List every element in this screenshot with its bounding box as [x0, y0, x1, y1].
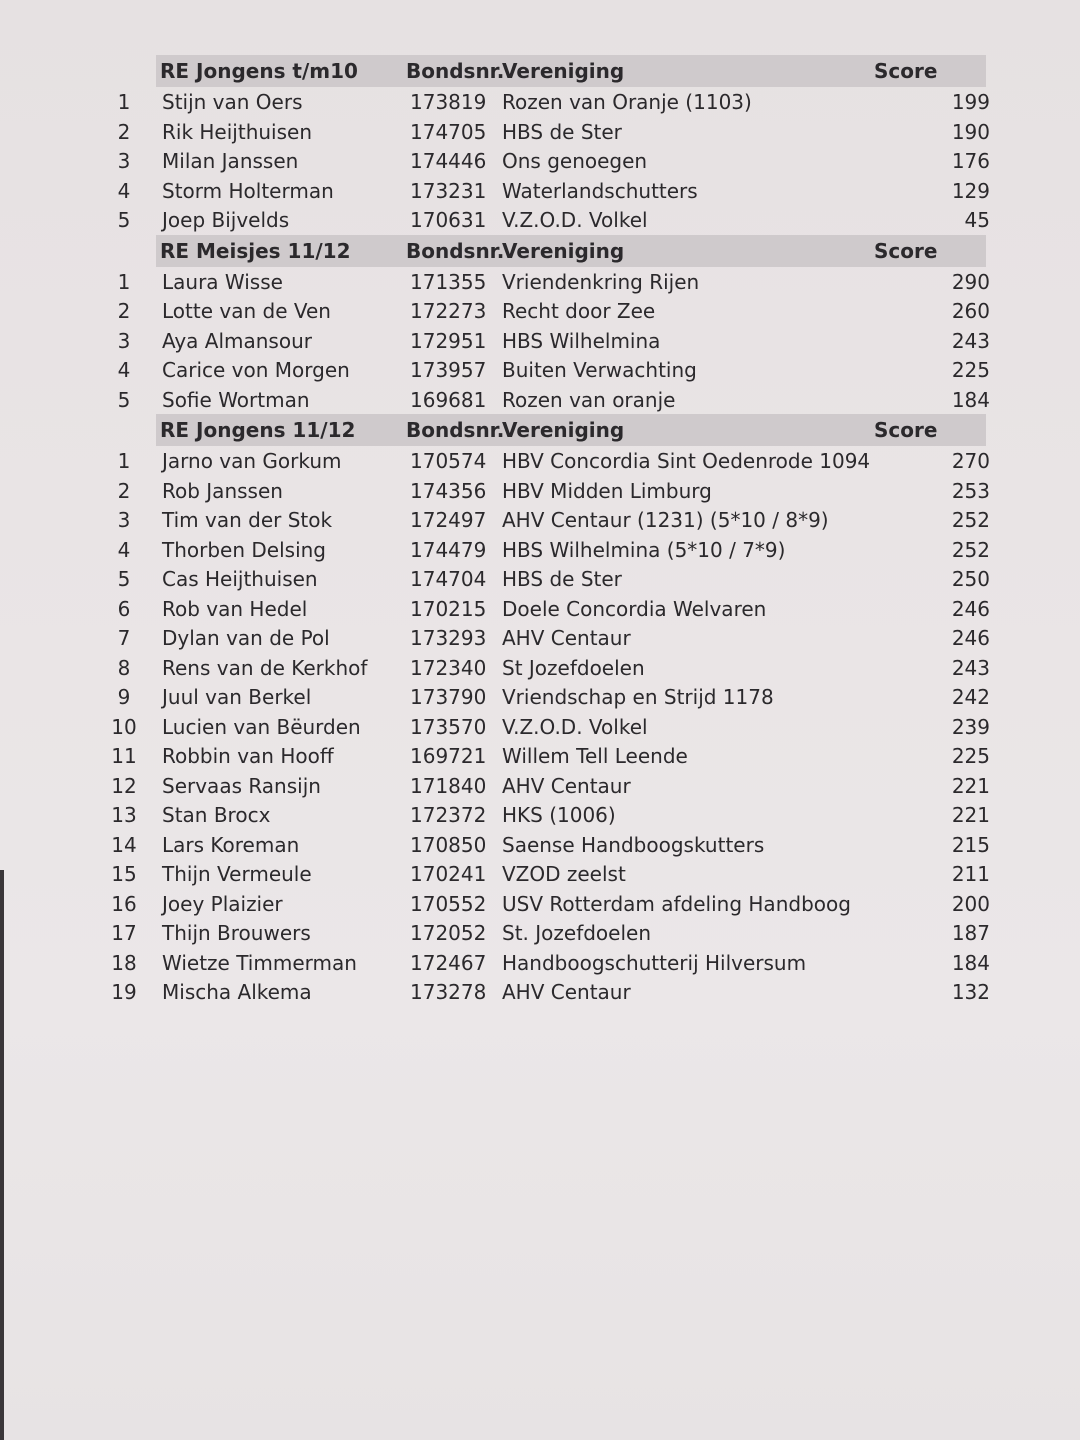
score-cell: 221 — [951, 773, 990, 798]
score-cell: 221 — [951, 803, 990, 827]
rank-cell: 15 — [111, 862, 137, 886]
results-sheet — [100, 55, 1000, 1007]
vereniging-cell: Rozen van Oranje (1103) — [502, 90, 752, 114]
rank-cell: 3 — [117, 508, 131, 532]
column-header-vereniging: Vereniging — [502, 418, 625, 442]
table-row — [100, 623, 1000, 653]
rank-cell: 5 — [117, 387, 131, 412]
name-cell: Stan Brocx — [162, 803, 271, 827]
vereniging-cell: Doele Concordia Welvaren — [502, 596, 767, 621]
table-row — [100, 205, 1000, 235]
rank-cell: 8 — [117, 655, 131, 680]
rank-cell: 10 — [111, 714, 137, 739]
score-cell: 132 — [951, 980, 990, 1004]
score-cell: 252 — [951, 508, 990, 532]
bondsnr-cell: 173570 — [410, 714, 487, 739]
bondsnr-cell: 170552 — [410, 891, 487, 916]
score-cell: 242 — [951, 685, 990, 709]
vereniging-cell: AHV Centaur (1231) (5*10 / 8*9) — [502, 508, 829, 532]
name-cell: Rob van Hedel — [162, 596, 308, 621]
score-cell: 239 — [951, 714, 990, 739]
rank-cell: 4 — [117, 537, 131, 562]
score-cell: 176 — [951, 149, 990, 173]
bondsnr-cell: 169681 — [410, 387, 487, 412]
table-row — [100, 977, 1000, 1007]
score-cell: 225 — [951, 358, 990, 382]
table-row — [100, 889, 1000, 919]
rank-cell: 4 — [117, 358, 131, 382]
name-cell: Jarno van Gorkum — [162, 449, 342, 473]
name-cell: Laura Wisse — [162, 269, 283, 294]
column-header-vereniging: Vereniging — [502, 238, 625, 263]
name-cell: Rob Janssen — [162, 478, 283, 503]
score-cell: 190 — [951, 119, 990, 144]
name-cell: Thijn Vermeule — [162, 862, 312, 886]
bondsnr-cell: 172497 — [410, 508, 487, 532]
rank-cell: 19 — [111, 980, 137, 1004]
score-cell: 184 — [951, 387, 990, 412]
bondsnr-cell: 173293 — [410, 626, 487, 650]
score-cell: 246 — [951, 596, 990, 621]
bondsnr-cell: 174479 — [410, 537, 487, 562]
vereniging-cell: HBV Midden Limburg — [502, 478, 712, 503]
rank-cell: 9 — [117, 685, 131, 709]
table-row — [100, 385, 1000, 415]
vereniging-cell: Rozen van oranje — [502, 387, 676, 412]
table-row — [100, 712, 1000, 742]
bondsnr-cell: 170215 — [410, 596, 487, 621]
table-row — [100, 594, 1000, 624]
name-cell: Robbin van Hooff — [162, 744, 334, 768]
table-row — [100, 296, 1000, 326]
vereniging-cell: Recht door Zee — [502, 299, 656, 323]
rank-cell: 3 — [117, 149, 131, 173]
score-cell: 243 — [951, 328, 990, 353]
name-cell: Mischa Alkema — [162, 980, 312, 1004]
rank-cell: 7 — [117, 626, 131, 650]
vereniging-cell: AHV Centaur — [502, 626, 631, 650]
bondsnr-cell: 173957 — [410, 358, 487, 382]
table-row — [100, 948, 1000, 978]
table-row — [100, 117, 1000, 147]
column-header-bondsnr: Bondsnr. — [406, 59, 505, 83]
rank-cell: 5 — [117, 208, 131, 232]
name-cell: Juul van Berkel — [162, 685, 312, 709]
bondsnr-cell: 173790 — [410, 685, 487, 709]
vereniging-cell: HBS Wilhelmina — [502, 328, 661, 353]
bondsnr-cell: 174446 — [410, 149, 487, 173]
vereniging-cell: Saense Handboogskutters — [502, 832, 765, 857]
column-header-score: Score — [874, 59, 938, 83]
name-cell: Lucien van Bëurden — [162, 714, 361, 739]
score-cell: 187 — [951, 921, 990, 945]
bondsnr-cell: 170241 — [410, 862, 487, 886]
column-header-score: Score — [874, 238, 938, 263]
score-cell: 252 — [951, 537, 990, 562]
vereniging-cell: Ons genoegen — [502, 149, 648, 173]
bondsnr-cell: 172467 — [410, 950, 487, 975]
column-header-score: Score — [874, 418, 938, 442]
results-section — [100, 414, 1000, 1007]
table-row — [100, 505, 1000, 535]
table-row — [100, 176, 1000, 206]
bondsnr-cell: 173819 — [410, 90, 487, 114]
section-title: RE Meisjes 11/12 — [160, 238, 351, 263]
name-cell: Joep Bijvelds — [162, 208, 290, 232]
name-cell: Joey Plaizier — [162, 891, 283, 916]
rank-cell: 5 — [117, 567, 131, 591]
rank-cell: 18 — [111, 950, 137, 975]
score-cell: 200 — [951, 891, 990, 916]
score-cell: 129 — [951, 178, 990, 203]
name-cell: Cas Heijthuisen — [162, 567, 318, 591]
vereniging-cell: V.Z.O.D. Volkel — [502, 208, 648, 232]
bondsnr-cell: 172340 — [410, 655, 487, 680]
rank-cell: 1 — [117, 269, 131, 294]
table-row — [100, 918, 1000, 948]
rank-cell: 14 — [111, 832, 137, 857]
section-header — [156, 414, 986, 446]
bondsnr-cell: 172372 — [410, 803, 487, 827]
rank-cell: 16 — [111, 891, 137, 916]
table-row — [100, 800, 1000, 830]
bondsnr-cell: 173278 — [410, 980, 487, 1004]
name-cell: Rik Heijthuisen — [162, 119, 312, 144]
table-row — [100, 87, 1000, 117]
name-cell: Sofie Wortman — [162, 387, 310, 412]
rank-cell: 4 — [117, 178, 131, 203]
table-row — [100, 446, 1000, 476]
score-cell: 290 — [951, 269, 990, 294]
name-cell: Thijn Brouwers — [162, 921, 311, 945]
vereniging-cell: Handboogschutterij Hilversum — [502, 950, 807, 975]
table-row — [100, 355, 1000, 385]
results-section — [100, 235, 1000, 415]
bondsnr-cell: 172273 — [410, 299, 487, 323]
score-cell: 199 — [951, 90, 990, 114]
score-cell: 243 — [951, 655, 990, 680]
vereniging-cell: V.Z.O.D. Volkel — [502, 714, 648, 739]
bondsnr-cell: 172951 — [410, 328, 487, 353]
column-header-bondsnr: Bondsnr. — [406, 238, 505, 263]
table-row — [100, 326, 1000, 356]
table-row — [100, 830, 1000, 860]
vereniging-cell: HBS de Ster — [502, 567, 622, 591]
name-cell: Carice von Morgen — [162, 358, 350, 382]
table-row — [100, 859, 1000, 889]
bondsnr-cell: 174356 — [410, 478, 487, 503]
section-header — [156, 55, 986, 87]
table-row — [100, 741, 1000, 771]
rank-cell: 2 — [117, 478, 131, 503]
vereniging-cell: Buiten Verwachting — [502, 358, 697, 382]
vereniging-cell: Waterlandschutters — [502, 178, 698, 203]
name-cell: Dylan van de Pol — [162, 626, 330, 650]
bondsnr-cell: 173231 — [410, 178, 487, 203]
rank-cell: 3 — [117, 328, 131, 353]
vereniging-cell: HBS Wilhelmina (5*10 / 7*9) — [502, 537, 786, 562]
bondsnr-cell: 169721 — [410, 744, 487, 768]
table-row — [100, 771, 1000, 801]
score-cell: 184 — [951, 950, 990, 975]
score-cell: 253 — [951, 478, 990, 503]
vereniging-cell: HKS (1006) — [502, 803, 616, 827]
score-cell: 260 — [951, 299, 990, 323]
vereniging-cell: Vriendenkring Rijen — [502, 269, 700, 294]
bondsnr-cell: 174704 — [410, 567, 487, 591]
name-cell: Thorben Delsing — [162, 537, 326, 562]
score-cell: 250 — [951, 567, 990, 591]
column-header-bondsnr: Bondsnr. — [406, 418, 505, 442]
name-cell: Servaas Ransijn — [162, 773, 321, 798]
vereniging-cell: VZOD zeelst — [502, 862, 626, 886]
rank-cell: 1 — [117, 449, 131, 473]
name-cell: Wietze Timmerman — [162, 950, 357, 975]
vereniging-cell: Vriendschap en Strijd 1178 — [502, 685, 774, 709]
score-cell: 215 — [951, 832, 990, 857]
name-cell: Aya Almansour — [162, 328, 312, 353]
rank-cell: 1 — [117, 90, 131, 114]
score-cell: 246 — [951, 626, 990, 650]
bondsnr-cell: 170574 — [410, 449, 487, 473]
table-row — [100, 267, 1000, 297]
photo-edge — [0, 870, 4, 1440]
name-cell: Lars Koreman — [162, 832, 300, 857]
vereniging-cell: AHV Centaur — [502, 980, 631, 1004]
bondsnr-cell: 174705 — [410, 119, 487, 144]
name-cell: Milan Janssen — [162, 149, 299, 173]
table-row — [100, 535, 1000, 565]
name-cell: Rens van de Kerkhof — [162, 655, 368, 680]
vereniging-cell: AHV Centaur — [502, 773, 631, 798]
vereniging-cell: HBV Concordia Sint Oedenrode 1094 — [502, 449, 871, 473]
column-header-vereniging: Vereniging — [502, 59, 625, 83]
bondsnr-cell: 171355 — [410, 269, 487, 294]
rank-cell: 6 — [117, 596, 131, 621]
name-cell: Storm Holterman — [162, 178, 334, 203]
vereniging-cell: St Jozefdoelen — [502, 655, 645, 680]
vereniging-cell: Willem Tell Leende — [502, 744, 688, 768]
name-cell: Tim van der Stok — [162, 508, 333, 532]
vereniging-cell: St. Jozefdoelen — [502, 921, 652, 945]
rank-cell: 2 — [117, 119, 131, 144]
table-row — [100, 653, 1000, 683]
bondsnr-cell: 171840 — [410, 773, 487, 798]
section-title: RE Jongens t/m10 — [160, 59, 358, 83]
table-row — [100, 146, 1000, 176]
rank-cell: 13 — [111, 803, 137, 827]
rank-cell: 2 — [117, 299, 131, 323]
score-cell: 45 — [964, 208, 990, 232]
results-section — [100, 55, 1000, 235]
vereniging-cell: HBS de Ster — [502, 119, 622, 144]
bondsnr-cell: 172052 — [410, 921, 487, 945]
name-cell: Stijn van Oers — [162, 90, 303, 114]
bondsnr-cell: 170850 — [410, 832, 487, 857]
name-cell: Lotte van de Ven — [162, 299, 331, 323]
table-row — [100, 564, 1000, 594]
vereniging-cell: USV Rotterdam afdeling Handboog — [502, 891, 851, 916]
score-cell: 211 — [951, 862, 990, 886]
score-cell: 225 — [951, 744, 990, 768]
section-header — [156, 235, 986, 267]
score-cell: 270 — [951, 449, 990, 473]
rank-cell: 12 — [111, 773, 137, 798]
table-row — [100, 476, 1000, 506]
bondsnr-cell: 170631 — [410, 208, 487, 232]
table-row — [100, 682, 1000, 712]
section-title: RE Jongens 11/12 — [160, 418, 356, 442]
rank-cell: 11 — [111, 744, 137, 768]
rank-cell: 17 — [111, 921, 137, 945]
